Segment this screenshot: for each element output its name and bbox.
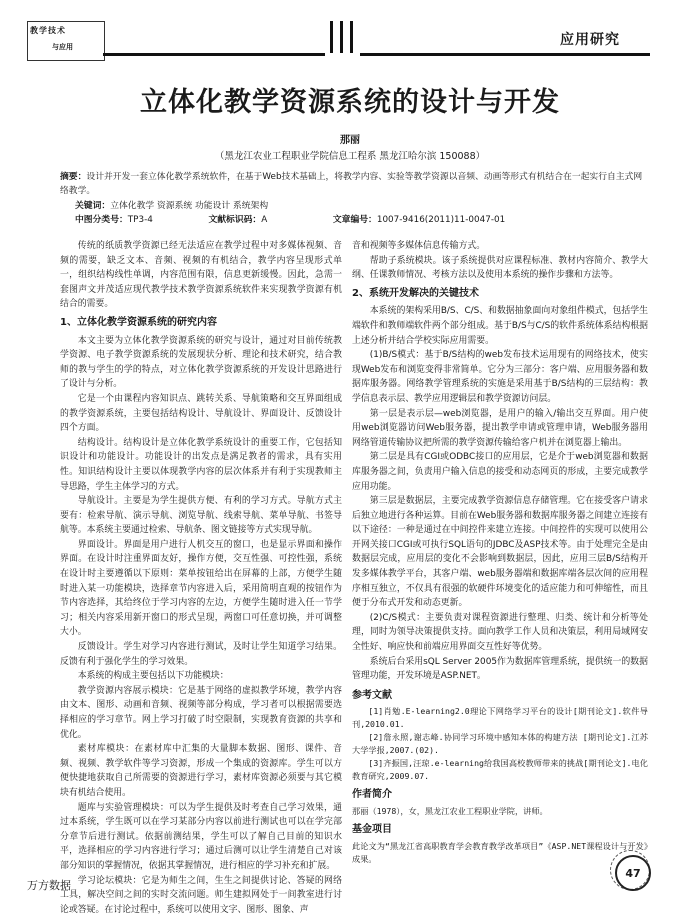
section-heading: 1、立体化教学资源系统的研究内容	[60, 316, 217, 328]
paragraph: 第一层是表示层—web浏览器，是用户的输入/输出交互界面。用户使用web浏览器访问Web服务器，提出教学申请或管理申请，Web服务器用网络管道传输协议把所需的教学资源传输给客户机并在浏览器上输出。	[352, 408, 648, 448]
fund-heading: 基金项目	[352, 824, 392, 835]
paragraph: 帮助子系统模块。该子系统提供对应课程标准、教材内容简介、教学大纲、任课教师情况、考核方法以及使用本系统的操作步骤和方法等。	[352, 255, 648, 281]
paragraph: 本文主要为立体化教学资源系统的研究与设计，通过对目前传统教学资源、电子教学资源系统的发展现状分析、理论和技术研究，结合教师的教与学生的学的特点，对立体化教学资源系统的开发设计思路进行了设计与分析。	[60, 335, 342, 390]
fund-text: 此论文为“黑龙江省高职教育学会教育教学改革项目”《ASP.NET课程设计与开发》成果。	[352, 840, 648, 864]
paragraph: 教学资源内容展示模块：它是基于网络的虚拟教学环境，教学内容由文本、图形、动画和音频、视频等部分构成，学习者可以根据需要选择相应的学习章节。网上学习打破了时空限制，实现教育资源的共享和优化。	[60, 685, 342, 740]
journal-logo-top-text: 教学技术	[30, 26, 66, 35]
paragraph: 系统后台采用sQL Server 2005作为数据库管理系统，提供统一的数据管理功能，开发环境是ASP.NET。	[352, 656, 648, 682]
paragraph: 音和视频等多媒体信息传输方式。	[352, 241, 486, 251]
paragraph: 传统的纸质教学资源已经无法适应在教学过程中对多媒体视频、音频的需要，缺乏文本、音频、视频的有机结合，教学内容呈现形式单一，组织结构线性单调，内容范围有限，信息更新缓慢。因此，急需一套图声文并茂适应现代教学技术教学资源系统软件来实现教学资源有机结合的需要。	[60, 241, 342, 310]
paragraph: 本系统的架构采用B/S、C/S、和数据抽象面向对象组件模式，包括学生端软件和教师端软件两个部分组成。基于B/S与C/S的软件系统体系结构根据上述分析并结合学校实际应用需要。	[352, 306, 648, 346]
paragraph: (2)C/S模式：主要负责对课程资源进行整理、归类、统计和分析等处理，同时为领导决策提供支持。面向教学工作人员和决策层，利用局域网安全性好、响应快和前端应用界面交互性好等优势。	[352, 612, 648, 653]
classification-line	[75, 213, 655, 227]
paragraph: 第二层是具有CGI或ODBC接口的应用层，它是介于web浏览器和数据库服务器之间，负责用户输入信息的接受和动态网页的形成，主要完成教学应用功能。	[352, 452, 648, 492]
footer-source: 万方数据	[27, 879, 71, 892]
paragraph: 结构设计。结构设计是立体化教学系统设计的重要工作，它包括知识设计和功能设计。功能设计的出发点是满足教者的需求，具有实用性。知识结构设计主要以体现教学内容的层次体系并有利于实现教师主导思路，学生主体学习的方式。	[60, 437, 342, 492]
keywords-text: 立体化教学 资源系统 功能设计 系统架构	[110, 201, 269, 211]
article-title: 立体化教学资源系统的设计与开发	[140, 87, 560, 118]
paragraph: 第三层是数据层，主要完成教学资源信息存储管理。它在接受客户请求后独立地进行各种运算。目前在Web服务器和数据库服务器之间建立连接有以下途径：一种是通过在中间控件来建立连接。中间控件的实现可以使用公开网关接口CGI或可执行SQL语句的JDBC及ASP技术等。由于处理完全是由数据层完成，应用层的变化不会影响到数据层，因此，应用三层B/S结构开发多媒体教学平台，其客户端、web服务器端和数据库端各层次间的应用程序相互独立，不仅具有很强的软硬件环境变化的适应能力和可伸缩性，而且便于分布式开发和动态更新。	[352, 496, 648, 609]
article-no-label: 文章编号：	[332, 215, 377, 225]
clc-value: TP3-4	[127, 215, 153, 225]
paragraph: 本系统的构成主要包括以下功能模块：	[77, 671, 229, 682]
author-name: 那丽	[340, 135, 360, 146]
keywords-label: 关键词：	[75, 201, 111, 211]
abstract-text: 设计并开发一套立体化教学系统软件，在基于Web技术基础上，将教学内容、实验等教学资源以音频、动画等形式有机结合在一起实行自主式网络教学。	[60, 172, 643, 196]
left-column	[60, 239, 342, 917]
reference-item: [1]肖勉.E-learning2.0理论下网络学习平台的设计[期刊论文].软件导刊,2010.01.	[352, 706, 648, 730]
section-heading: 2、系统开发解决的关键技术	[352, 287, 479, 299]
article-no-value: 1007-9416(2011)11-0047-01	[376, 215, 506, 225]
paragraph: 题库与实验管理模块：可以为学生提供及时考查自己学习效果，通过本系统，学生既可以在学习某部分内容以前进行测试也可以在学完部分章节后进行测试。依据前测结果，学生可以了解自己目前的知识水平，选择相应的学习内容进行学习；通过后测可以让学生清楚自己对该部分知识的掌握情况，依据其掌握情况，进行相应的学习补充和扩展。	[60, 802, 342, 871]
reference-item: [2]詹永照,谢志峰.协同学习环境中感知本体的构建方法 [期刊论文].江苏大学学报,2007.(02).	[352, 732, 648, 756]
references-heading: 参考文献	[352, 689, 392, 701]
keywords	[75, 199, 635, 213]
header-bars-ornament	[328, 21, 358, 53]
paragraph: 它是一个由课程内容知识点、跳转关系、导航策略和交互界面组成的教学资源系统，主要包括结构设计、导航设计、界面设计、反馈设计四个方面。	[60, 393, 342, 434]
page-number: 47	[615, 855, 651, 891]
paragraph: 学习论坛模块：它是为师生之间，生生之间提供讨论、答疑的网络工具，解决空间之间的实时交流问题。师生建拟网处于一间教室进行讨论或答疑。在讨论过程中，系统可以使用文字、图形、图象、声	[60, 875, 342, 915]
doc-code-label: 文献标识码：	[208, 215, 262, 225]
header-rule-right	[360, 53, 650, 56]
paragraph: 界面设计。界面是用户进行人机交互的窗口，也是显示界面和操作界面。在设计时注重界面友好，操作方便，交互性强、可控性强，系统在设计时主要遵循以下原则：菜单按钮给出在屏幕的上部，方便学生随时进入某一功能模块，选择章节内容进入后，采用简明直观的按钮作为节内容选择，其给终位于学习内容的左边，方便学生随时进入任一节学习；相关内容采用新开窗口的形式呈现，两窗口可任意切换，并可调整大小。	[60, 539, 342, 638]
paragraph: 导航设计。主要是为学生提供方便、有利的学习方式。导航方式主要有：检索导航、演示导航、浏览导航、线索导航、菜单导航、书签导航等。本系统主要通过检索、导航条、图文链接等方式实现导航。	[60, 496, 342, 536]
paragraph: 素材库模块：在素材库中汇集的大量脚本数据、图形、课件、音频、视频、教学软件等学习资源，形成一个集成的资源库。学生可以方便快捷地获取自己所需要的资源进行学习，素材库资源必须要与其它模块有机结合使用。	[60, 744, 342, 798]
right-column	[352, 239, 648, 866]
reference-item: [3]齐振国,汪琼.e-learning给我国高校教师带来的挑战[期刊论文].电化教育研究,2009.07.	[352, 758, 648, 782]
paragraph: 反馈设计。学生对学习内容进行测试，及时让学生知道学习结果。反馈有利于强化学生的学习效果。	[60, 642, 342, 667]
references-list	[352, 705, 648, 783]
paragraph: (1)B/S模式：基于B/S结构的web发布技术运用现有的网络技术，使实现Web发布和浏览变得非常简单。它分为三部分：客户端、应用服务器和数据库服务器。网络教学管理系统的实施是采用基于B/S结构的三层结构：教学信息表示层、教学应用逻辑层和教学资源访问层。	[352, 350, 648, 404]
right-column-body	[352, 239, 648, 684]
abstract-label: 摘要：	[60, 172, 87, 182]
doc-code-value: A	[261, 215, 268, 225]
clc-label: 中图分类号：	[75, 215, 128, 225]
section-label: 应用研究	[560, 32, 620, 48]
author-affiliation: （黑龙江农业工程职业学院信息工程系 黑龙江哈尔滨 150088）	[214, 151, 486, 162]
journal-logo-bottom-text: 与应用	[52, 43, 73, 51]
abstract	[60, 170, 645, 198]
author-bio-heading: 作者简介	[352, 789, 392, 801]
author-bio-text: 那丽（1978），女，黑龙江农业工程职业学院，讲师。	[352, 806, 548, 816]
header-rule-left	[103, 53, 325, 56]
